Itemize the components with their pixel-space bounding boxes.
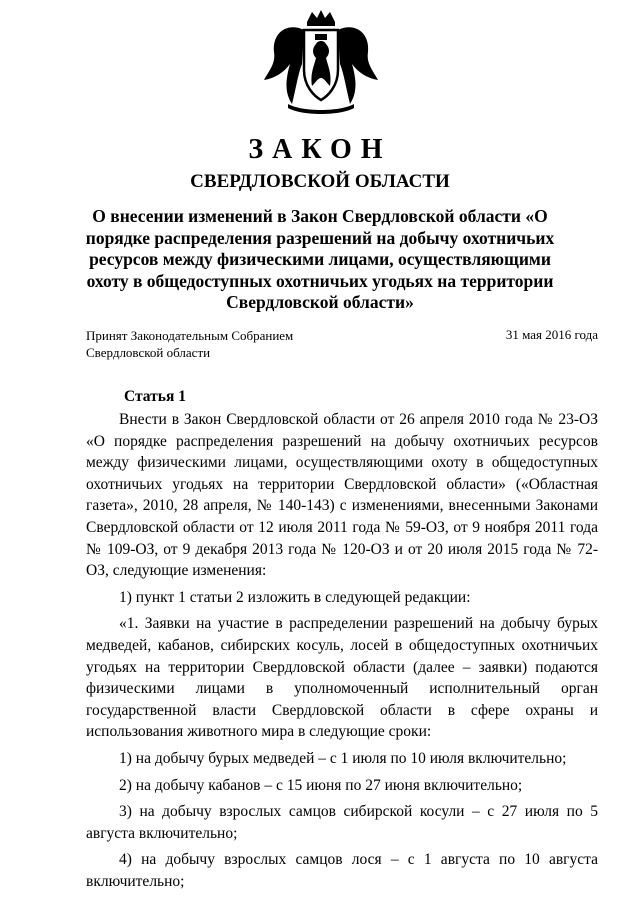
- adoption-date: 31 мая 2016 года: [505, 327, 598, 342]
- article-paragraph: 1) на добычу бурых медведей – с 1 июля по 10 июля включительно;: [119, 749, 567, 767]
- article-body: [86, 409, 598, 897]
- article-paragraph: Внести в Закон Свердловской области от 26 апреля 2010 года № 23-ОЗ «О порядке распределения разрешений на добычу охотничьих ресурсов между физическими лицами, осуществляющими охоту в общедоступных охотничьих угодьях на территории Свердловской области» («Областная газета», 2010, 28 апреля, № 140-143) с изменениями, внесенными Законами Свердловской области от 12 июля 2011 года № 59-ОЗ, от 9 ноября 2011 года № 109-ОЗ, от 9 декабря 2013 года № 120-ОЗ и от 20 июля 2015 года № 72-ОЗ, следующие изменения:: [86, 411, 598, 580]
- article-heading: Статья 1: [124, 388, 186, 405]
- document-title: ЗАКОН: [248, 134, 392, 165]
- document-subtitle: СВЕРДЛОВСКОЙ ОБЛАСТИ: [190, 171, 450, 192]
- article-paragraph: «1. Заявки на участие в распределении разрешений на добычу бурых медведей, кабанов, сибирских косуль, лосей в общедоступных охотничьих угодьях на территории Свердловской области (далее – заявки) подаются физическими лицами в уполномоченный исполнительный орган государственной власти Свердловской области в сфере охраны и использования животного мира в следующие сроки:: [86, 615, 598, 741]
- article-paragraph: 1) пункт 1 статьи 2 изложить в следующей редакции:: [119, 588, 471, 606]
- adoption-body: Принят Законодательным Собранием Свердловской области: [86, 328, 294, 360]
- article-paragraph: 2) на добычу кабанов – с 15 июня по 27 июня включительно;: [119, 776, 523, 794]
- article-paragraph: 3) на добычу взрослых самцов сибирской косули – с 27 июля по 5 августа включительно;: [86, 803, 598, 842]
- law-name: О внесении изменений в Закон Свердловской области «О порядке распределения разрешений на добычу охотничьих ресурсов между физическими лицами, осуществляющими охоту в общедоступных охотничьих угодьях на территории Свердловской области»: [85, 206, 555, 312]
- article-paragraph: 4) на добычу взрослых самцов лося – с 1 августа по 10 августа включительно;: [86, 851, 598, 890]
- coat-of-arms-icon: [262, 8, 380, 116]
